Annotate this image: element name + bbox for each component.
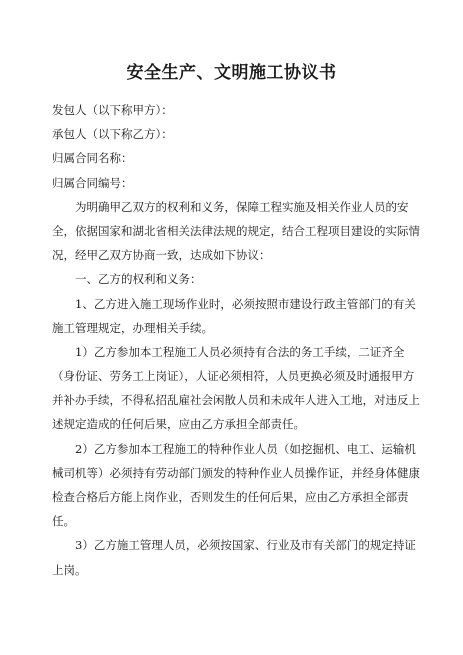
header-field-employer: 发包人（以下称甲方）： bbox=[52, 103, 173, 117]
item-line: 并补办手续，不得私招乱雇社会闲散人员和未成年人进入工地，对违反上 bbox=[52, 393, 420, 408]
clause-line: 施工管理规定，办理相关手续。 bbox=[52, 320, 213, 335]
item-line: 3）乙方施工管理人员，必须按国家、行业及市有关部门的规定持证 bbox=[75, 538, 416, 553]
document-title: 安全生产、文明施工协议书 bbox=[126, 63, 337, 83]
header-field-contractor: 承包人（以下称乙方）： bbox=[52, 127, 173, 142]
intro-line: 为明确甲乙双方的权利和义务，保障工程实施及相关作业人员的安 bbox=[75, 199, 409, 214]
item-line: （身份证、劳务工上岗证），人证必须相符，人员更换必须及时通报甲方 bbox=[52, 369, 415, 384]
document-body bbox=[52, 98, 420, 582]
item-line: 械司机等）必须持有劳动部门颁发的特种作业人员操作证，并经身体健康 bbox=[52, 465, 420, 480]
section-heading: 一、乙方的权利和义务： bbox=[75, 272, 202, 287]
item-line: 2）乙方参加本工程施工的特种作业人员（如挖掘机、电工、运输机 bbox=[75, 441, 416, 456]
item-line: 1）乙方参加本工程施工人员必须持有合法的务工手续，二证齐全 bbox=[75, 344, 405, 359]
intro-line: 况，经甲乙双方协商一致，达成如下协议： bbox=[52, 248, 271, 263]
header-field-contract-number: 归属合同编号： bbox=[52, 175, 133, 190]
item-line: 检查合格后方能上岗作业，否则发生的任何后果，应由乙方承担全部责 bbox=[52, 490, 409, 504]
item-line: 上岗。 bbox=[52, 562, 87, 577]
item-line: 任。 bbox=[52, 514, 75, 529]
header-field-contract-name: 归属合同名称： bbox=[52, 151, 133, 166]
item-line: 述规定造成的任何后果，应由乙方承担全部责任。 bbox=[52, 417, 305, 432]
clause-line: 1、乙方进入施工现场作业时，必须按照市建设行政主管部门的有关 bbox=[75, 296, 416, 311]
intro-line: 全，依据国家和湖北省相关法律法规的规定，结合工程项目建设的实际情 bbox=[52, 223, 420, 238]
